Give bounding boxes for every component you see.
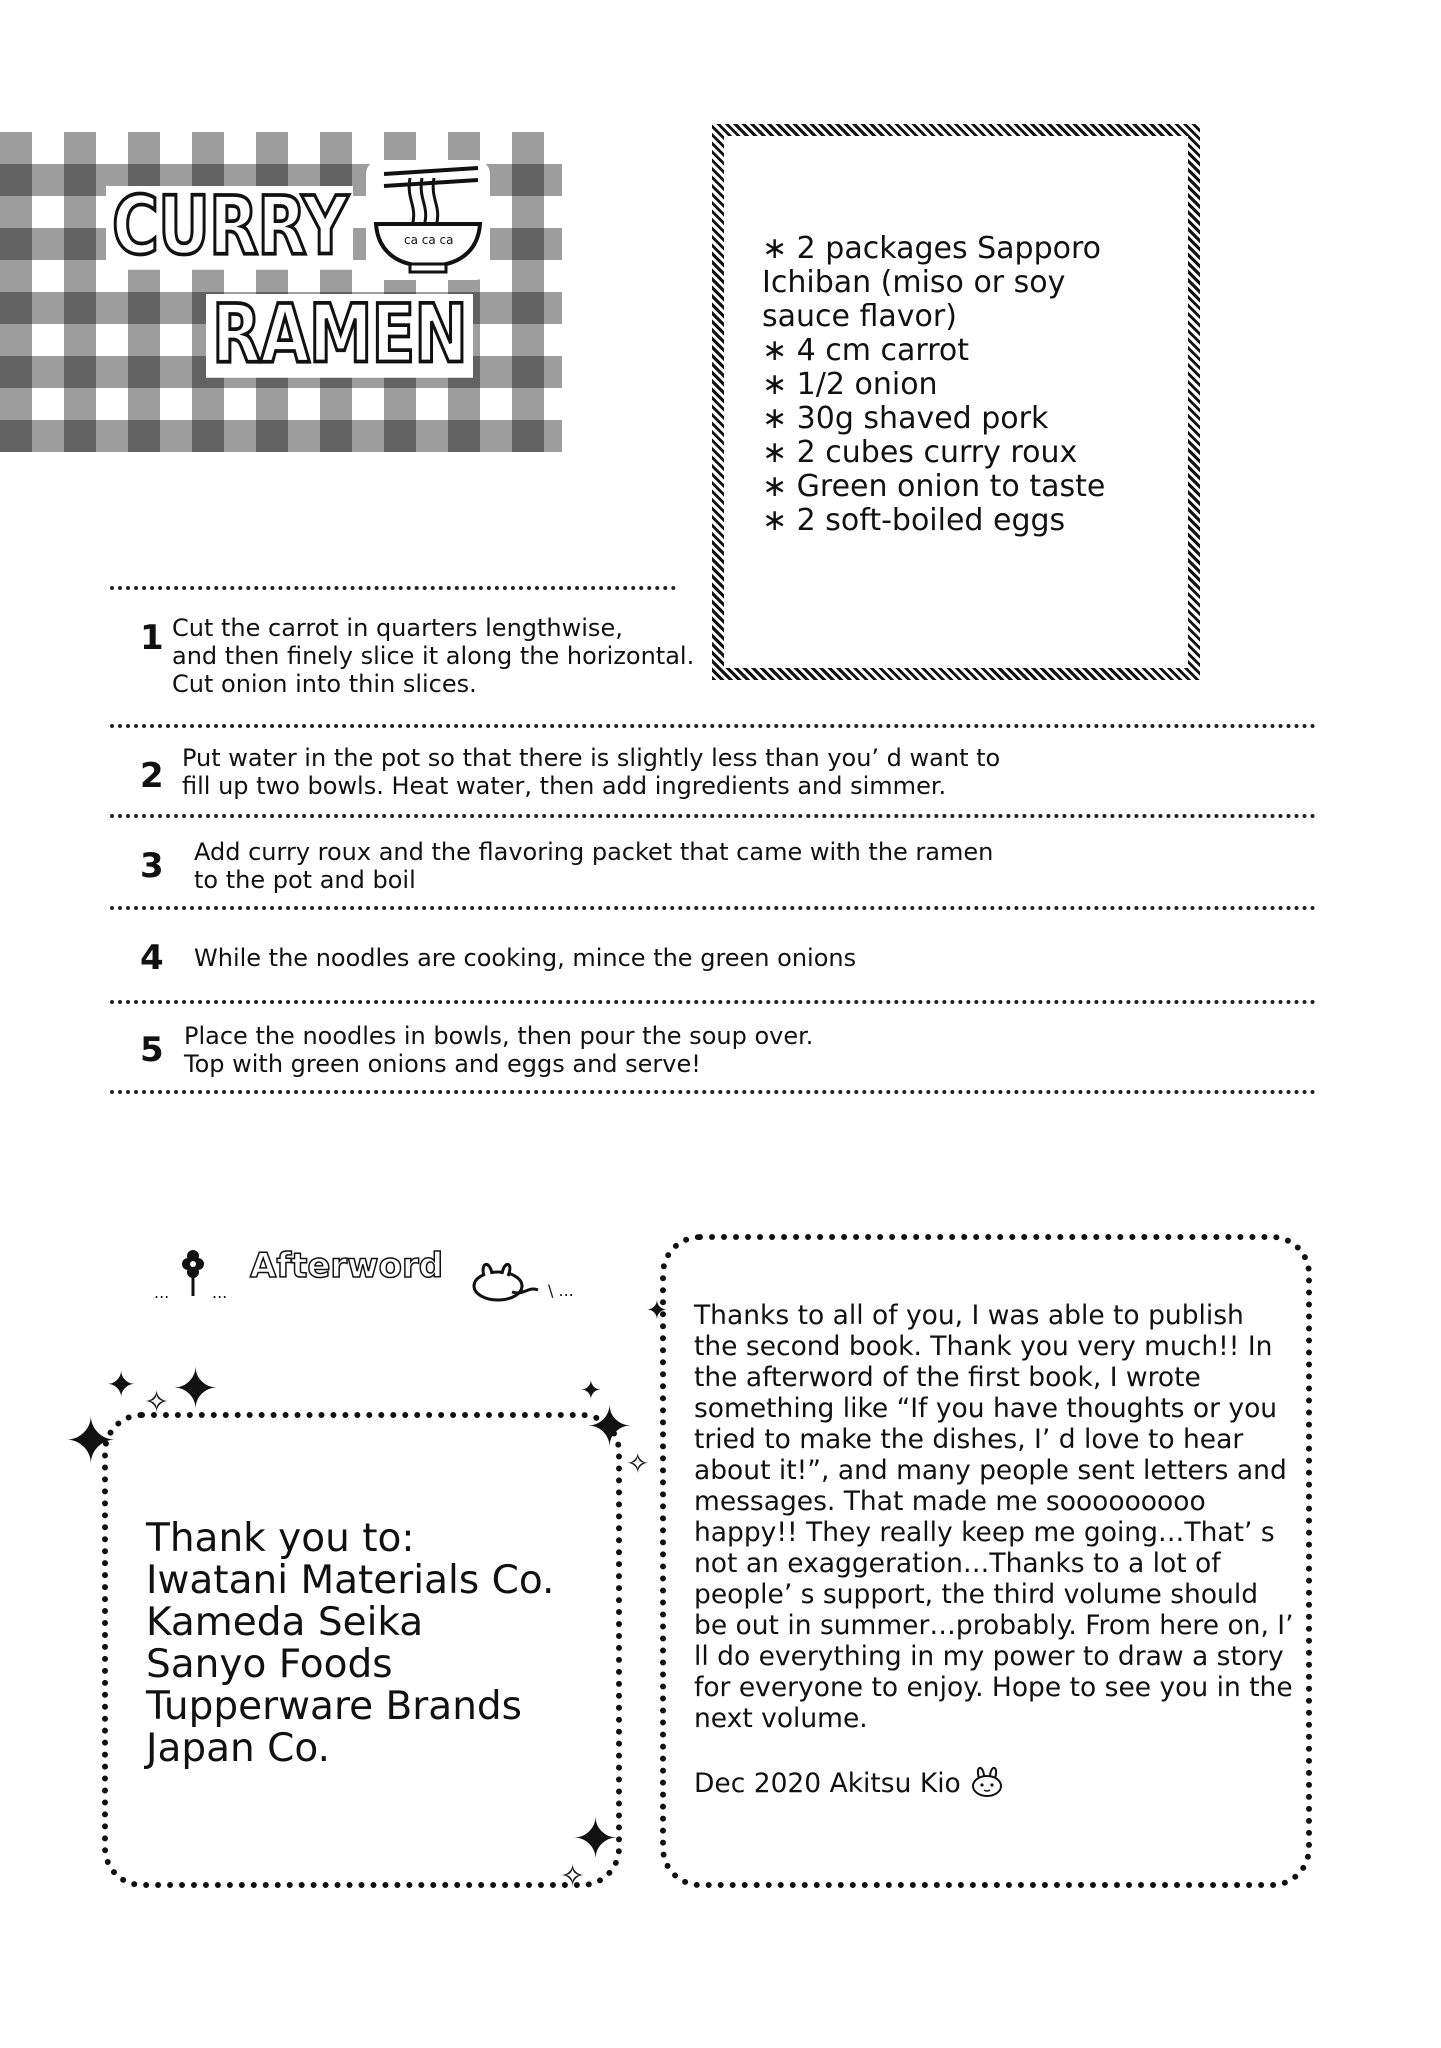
afterword-message: Thanks to all of you, I was able to publish the second book. Thank you very much!! In the afterword of the first book, I wrote something like “If you have thoughts or you tried to make the dishes, I’ d love to hear about it!”, and many people sent letters and messages. That made me sooooooooo happy!! They really keep me going…That’ s not an exaggeration…Thanks to a lot of people’ s support, the third volume should be out in summer…probably. From here on, I’ ll do everything in my power to draw a story for everyone to enjoy. Hope to see you in the next volume. <box>694 1300 1294 1734</box>
signature-text: Dec 2020 Akitsu Kio <box>694 1768 961 1799</box>
svg-text:...: ... <box>154 1283 170 1302</box>
ingredient-line: ∗ Green onion to taste <box>762 469 1106 504</box>
step-line: fill up two bowls. Heat water, then add ingredients and simmer. <box>182 772 947 800</box>
sparkle-icon: ✧ <box>144 1385 170 1420</box>
divider <box>110 586 676 590</box>
sparkle-icon: ✦ <box>106 1365 137 1406</box>
step-line: Cut the carrot in quarters lengthwise, <box>172 614 623 642</box>
step-number: 1 <box>140 618 164 658</box>
step-line: Cut onion into thin slices. <box>172 670 477 698</box>
svg-text:...: ... <box>212 1283 228 1302</box>
step-line: and then finely slice it along the horizontal. <box>172 642 695 670</box>
bunny-face-icon <box>969 1764 1005 1798</box>
bunny-icon <box>468 1256 598 1306</box>
sparkle-icon: ✦ <box>572 1807 619 1872</box>
step-number: 4 <box>140 938 164 978</box>
title-ramen: RAMEN <box>206 294 473 378</box>
sparkle-icon: ✧ <box>626 1447 650 1480</box>
step-line: Place the noodles in bowls, then pour the soup over. <box>184 1022 814 1050</box>
ingredient-line: Ichiban (miso or soy <box>762 265 1066 300</box>
ingredient-line: ∗ 2 packages Sapporo <box>762 231 1102 266</box>
sparkle-icon: ✦ <box>580 1376 602 1406</box>
divider <box>110 1000 1316 1004</box>
ingredient-line: ∗ 2 soft-boiled eggs <box>762 503 1066 538</box>
step-line: Put water in the pot so that there is slightly less than you’ d want to <box>182 744 1001 772</box>
step-2-text <box>182 744 1292 800</box>
step-line: Top with green onions and eggs and serve! <box>184 1050 701 1078</box>
divider <box>110 1090 1316 1094</box>
svg-text:ca ca ca: ca ca ca <box>404 233 454 247</box>
afterword-signature <box>694 1764 1005 1799</box>
afterword-label: Afterword <box>250 1246 444 1286</box>
flower-icon <box>154 1250 238 1304</box>
sparkle-icon: ✧ <box>560 1859 586 1894</box>
sparkle-icon: ✦ <box>646 1296 668 1326</box>
step-line: While the noodles are cooking, mince the green onions <box>194 944 857 972</box>
sparkle-icon: ✦ <box>586 1395 633 1460</box>
title-curry: CURRY <box>106 186 353 270</box>
step-number: 5 <box>140 1030 164 1070</box>
step-number: 2 <box>140 756 164 796</box>
divider <box>110 724 1316 728</box>
ingredient-line: ∗ 30g shaved pork <box>762 401 1049 436</box>
ingredient-line: ∗ 1/2 onion <box>762 367 938 402</box>
sparkle-icon: ✦ <box>64 1405 118 1479</box>
step-5-text <box>184 1022 1284 1078</box>
svg-text:\ ...: \ ... <box>548 1281 574 1300</box>
ingredient-line: ∗ 4 cm carrot <box>762 333 970 368</box>
step-line: to the pot and boil <box>194 866 416 894</box>
ingredient-line: ∗ 2 cubes curry roux <box>762 435 1078 470</box>
sparkle-icon: ✦ <box>172 1357 219 1422</box>
step-4-text <box>194 944 1294 972</box>
step-number: 3 <box>140 846 164 886</box>
step-3-text <box>194 838 1294 894</box>
thanks-text: Thank you to: Iwatani Materials Co. Kameda Seika Sanyo Foods Tupperware Brands Japan Co. <box>146 1516 555 1771</box>
divider <box>110 906 1316 910</box>
step-1-text <box>172 614 732 698</box>
divider <box>110 814 1316 818</box>
ingredients-list <box>762 232 1192 538</box>
ingredient-line: sauce flavor) <box>762 299 957 334</box>
step-line: Add curry roux and the flavoring packet that came with the ramen <box>194 838 994 866</box>
ramen-bowl-icon <box>366 160 490 280</box>
